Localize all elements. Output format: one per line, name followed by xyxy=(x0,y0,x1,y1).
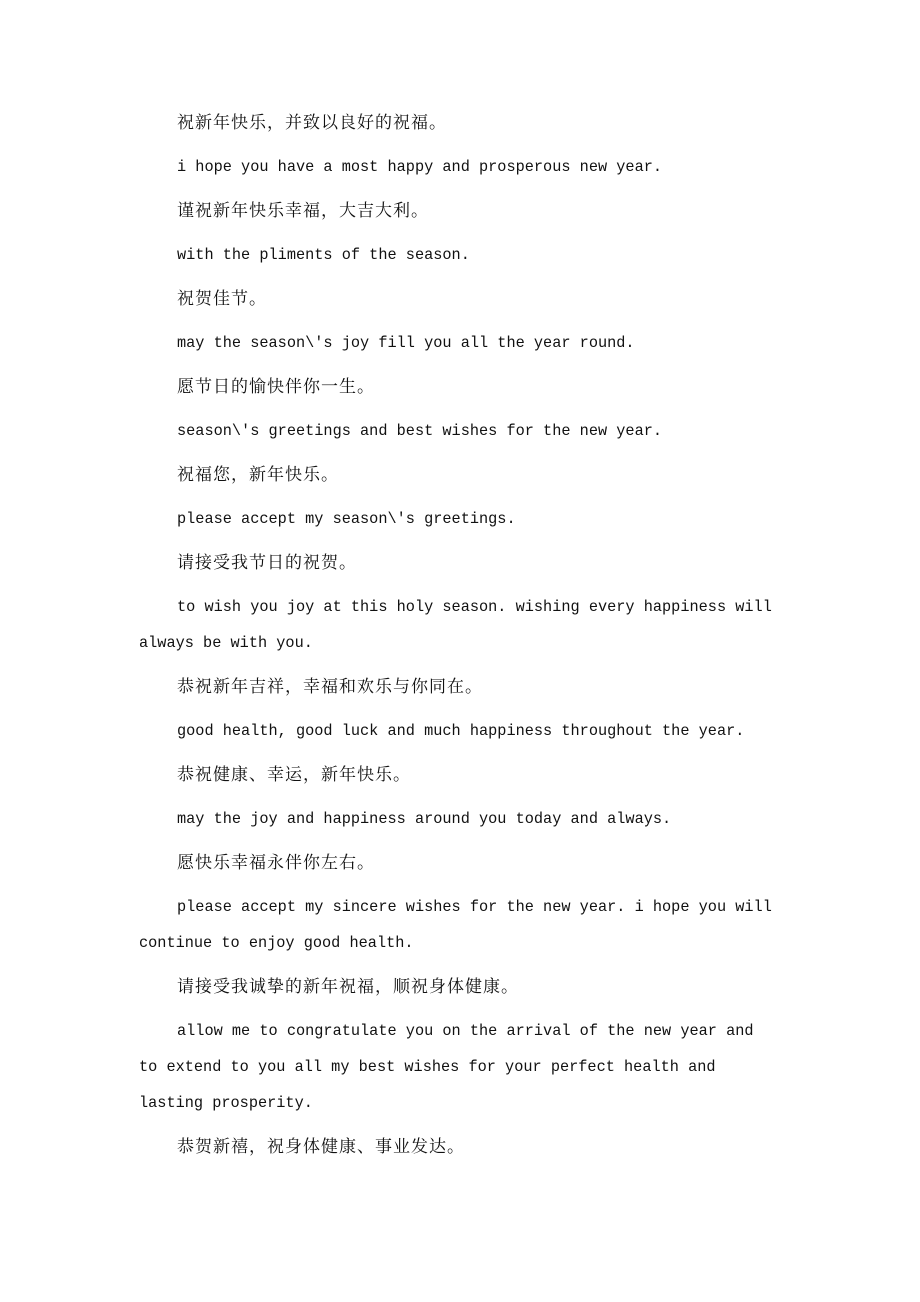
document-page xyxy=(139,105,774,1173)
english-paragraph: i hope you have a most happy and prosperous new year. xyxy=(177,158,663,176)
english-paragraph: please accept my sincere wishes for the new year. i hope you will continue to enjoy good health. xyxy=(139,898,772,952)
chinese-paragraph: 祝贺佳节。 xyxy=(177,289,267,309)
english-paragraph: may the joy and happiness around you today and always. xyxy=(177,810,672,828)
chinese-paragraph: 恭贺新禧，祝身体健康、事业发达。 xyxy=(177,1137,465,1157)
chinese-paragraph: 祝福您，新年快乐。 xyxy=(177,465,339,485)
chinese-paragraph: 祝新年快乐，并致以良好的祝福。 xyxy=(177,113,447,133)
english-paragraph: good health, good luck and much happiness throughout the year. xyxy=(177,722,745,740)
chinese-paragraph: 谨祝新年快乐幸福，大吉大利。 xyxy=(177,201,429,221)
chinese-paragraph: 愿快乐幸福永伴你左右。 xyxy=(177,853,375,873)
english-paragraph: season\'s greetings and best wishes for the new year. xyxy=(177,422,663,440)
chinese-paragraph: 恭祝新年吉祥，幸福和欢乐与你同在。 xyxy=(177,677,483,697)
chinese-paragraph: 恭祝健康、幸运，新年快乐。 xyxy=(177,765,411,785)
english-paragraph: may the season\'s joy fill you all the year round. xyxy=(177,334,635,352)
english-paragraph: allow me to congratulate you on the arrival of the new year and to extend to you all my best wishes for your perfect health and lasting prosperity. xyxy=(139,1022,754,1112)
chinese-paragraph: 请接受我诚挚的新年祝福，顺祝身体健康。 xyxy=(177,977,519,997)
english-paragraph: to wish you joy at this holy season. wishing every happiness will always be with you. xyxy=(139,598,772,652)
english-paragraph: with the pliments of the season. xyxy=(177,246,470,264)
english-paragraph: please accept my season\'s greetings. xyxy=(177,510,516,528)
chinese-paragraph: 愿节日的愉快伴你一生。 xyxy=(177,377,375,397)
chinese-paragraph: 请接受我节日的祝贺。 xyxy=(177,553,357,573)
